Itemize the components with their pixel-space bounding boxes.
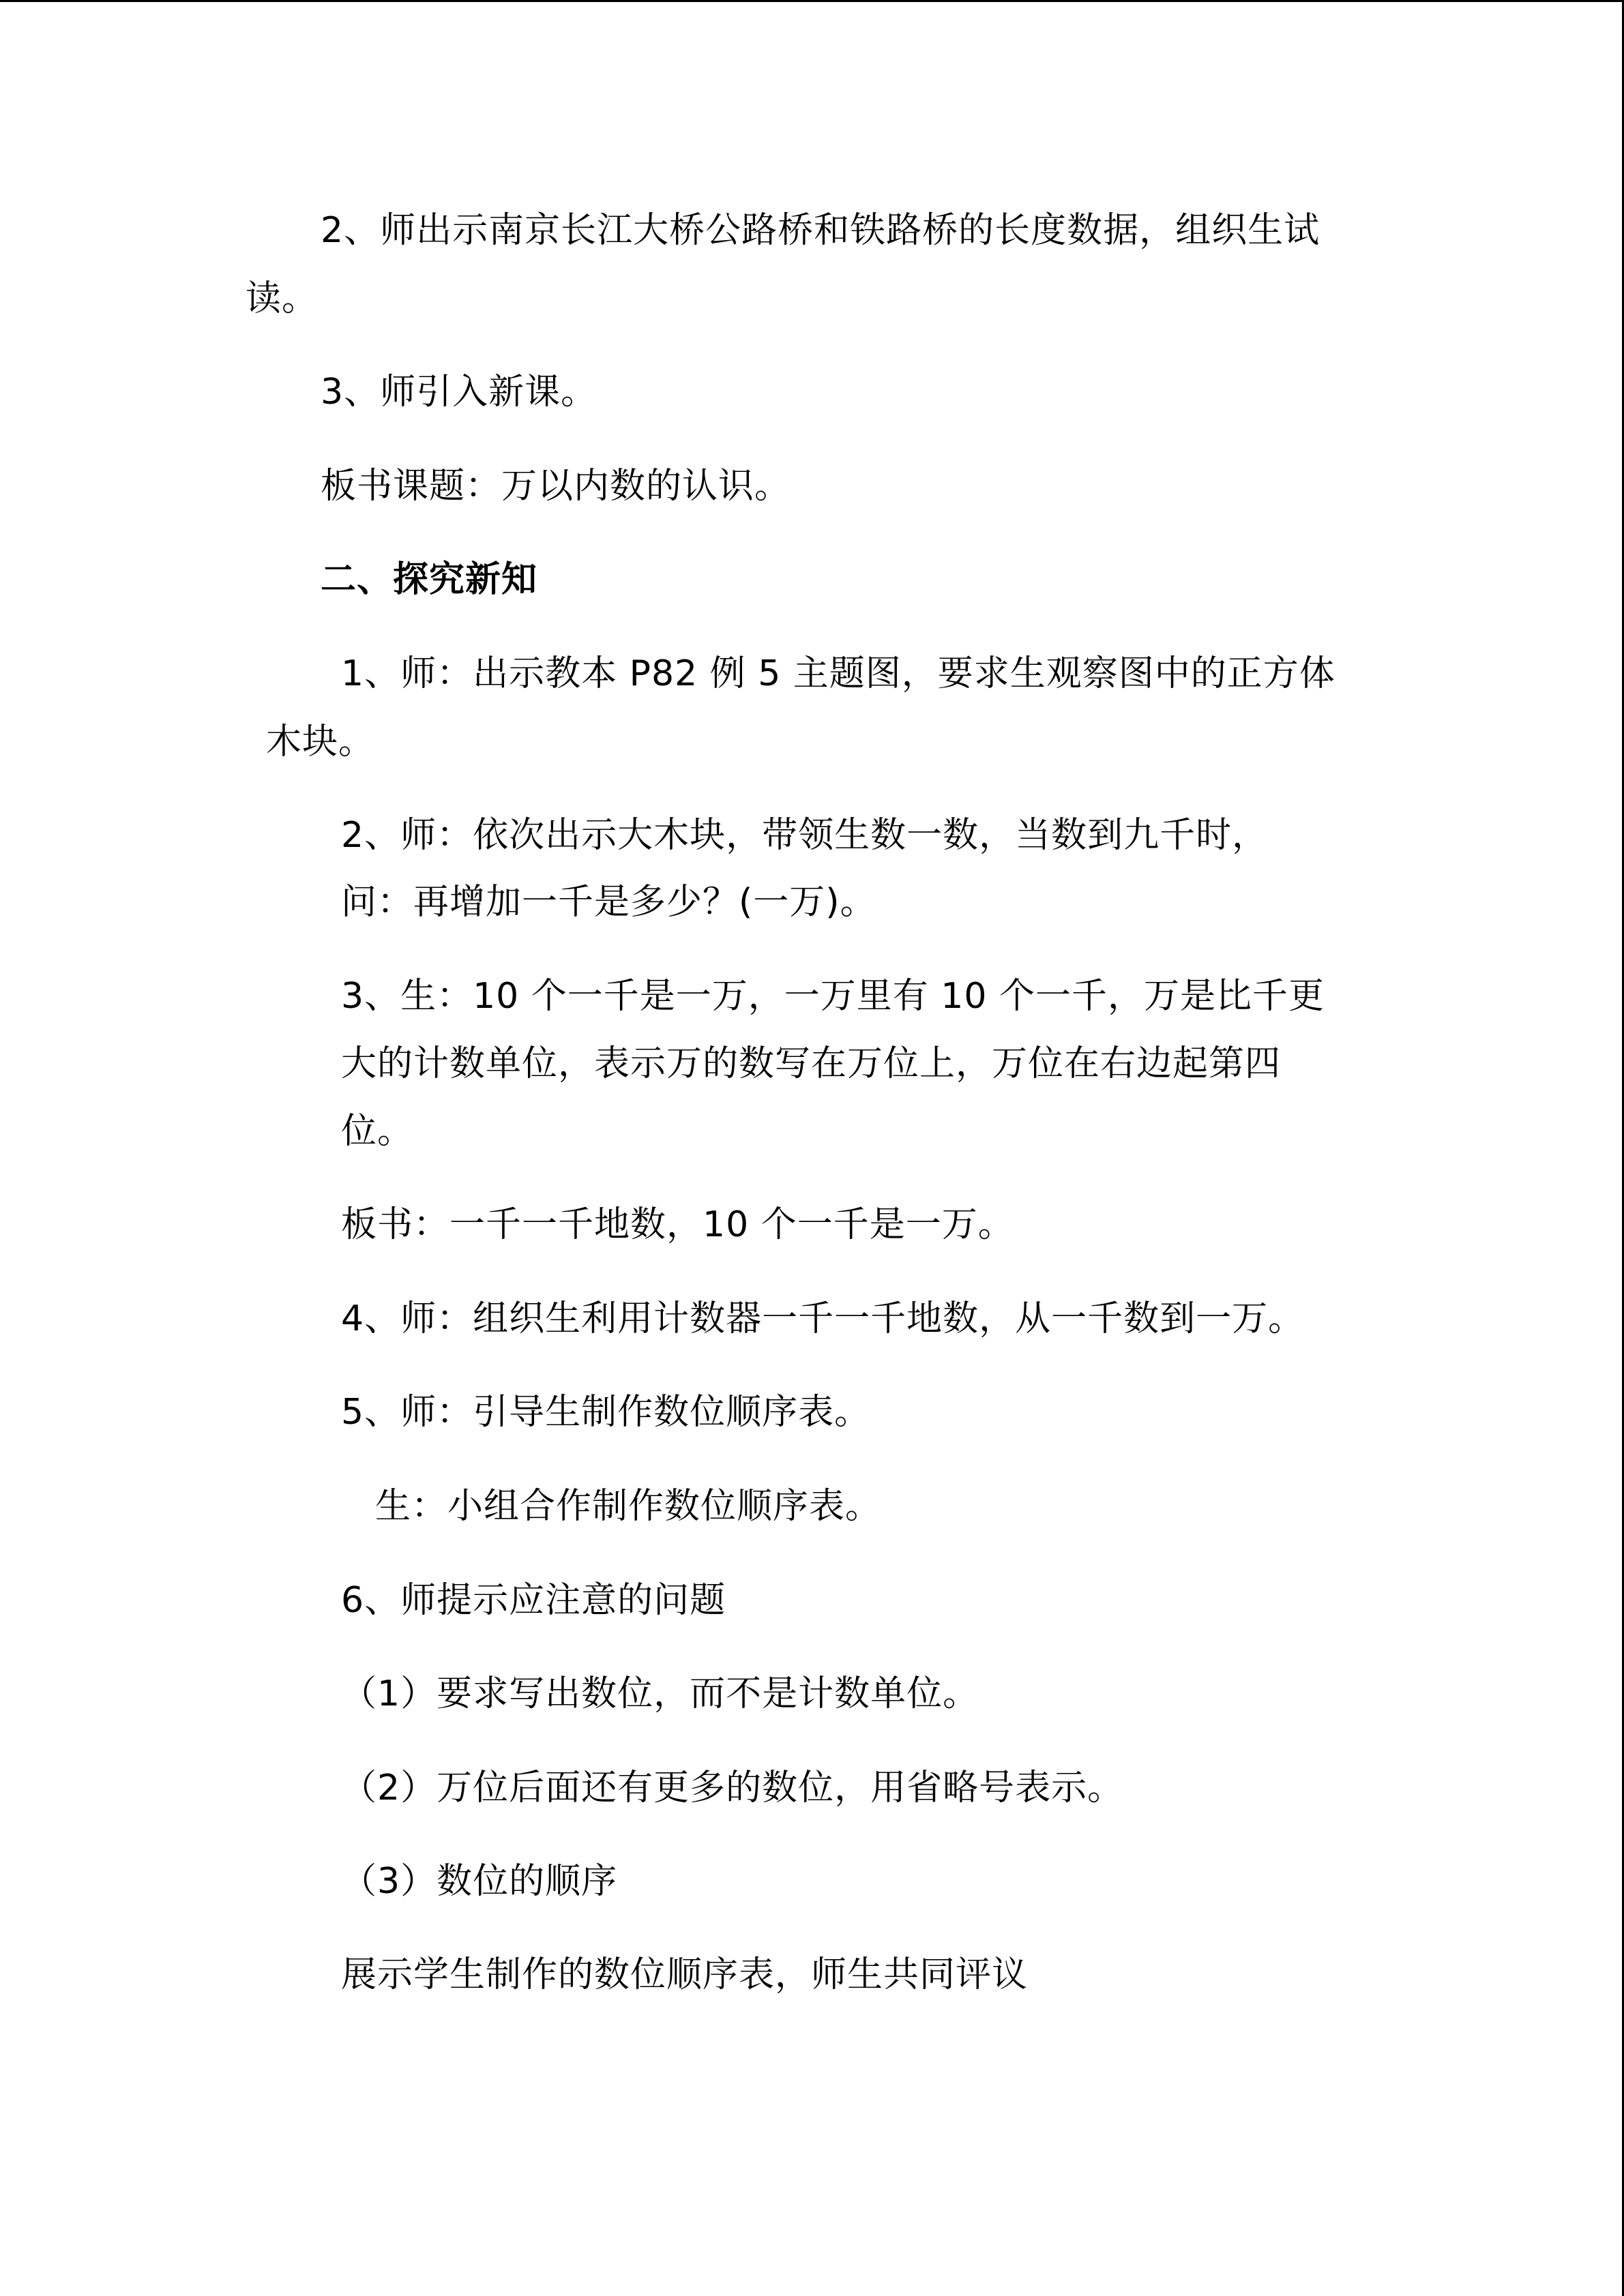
paragraph-line: （2）万位后面还有更多的数位，用省略号表示。 <box>341 1768 1124 1808</box>
paragraph-line: 3、生：10 个一千是一万，一万里有 10 个一千，万是比千更 <box>341 976 1325 1017</box>
paragraph-line: 大的计数单位，表示万的数写在万位上，万位在右边起第四 <box>341 1043 1282 1084</box>
paragraph-line: 读。 <box>246 278 319 319</box>
paragraph-line: 问：再增加一千是多少？(一万)。 <box>341 882 876 923</box>
section-heading: 二、探究新知 <box>321 559 538 600</box>
paragraph-line: 2、师：依次出示大木块，带领生数一数，当数到九千时， <box>341 815 1269 856</box>
paragraph-line: 板书：一千一千地数，10 个一千是一万。 <box>341 1204 1014 1245</box>
paragraph-line: 1、师：出示教本 P82 例 5 主题图，要求生观察图中的正方体 <box>341 653 1335 694</box>
paragraph-line: 生：小组合作制作数位顺序表。 <box>375 1486 882 1527</box>
paragraph-line: 3、师引入新课。 <box>321 372 597 413</box>
paragraph-line: 6、师提示应注意的问题 <box>341 1580 726 1621</box>
paragraph-line: 位。 <box>341 1111 414 1152</box>
paragraph-line: 板书课题：万以内数的认识。 <box>321 466 791 507</box>
page-top-border <box>0 0 1624 2</box>
paragraph-line: 木块。 <box>266 721 375 762</box>
paragraph-line: 2、师出示南京长江大桥公路桥和铁路桥的长度数据，组织生试 <box>321 210 1320 251</box>
paragraph-line: （1）要求写出数位，而不是计数单位。 <box>341 1673 979 1714</box>
paragraph-line: 4、师：组织生利用计数器一千一千地数，从一千数到一万。 <box>341 1298 1305 1339</box>
paragraph-line: 5、师：引导生制作数位顺序表。 <box>341 1392 871 1433</box>
paragraph-line: （3）数位的顺序 <box>341 1861 618 1902</box>
paragraph-line: 展示学生制作的数位顺序表，师生共同评议 <box>341 1954 1029 1995</box>
